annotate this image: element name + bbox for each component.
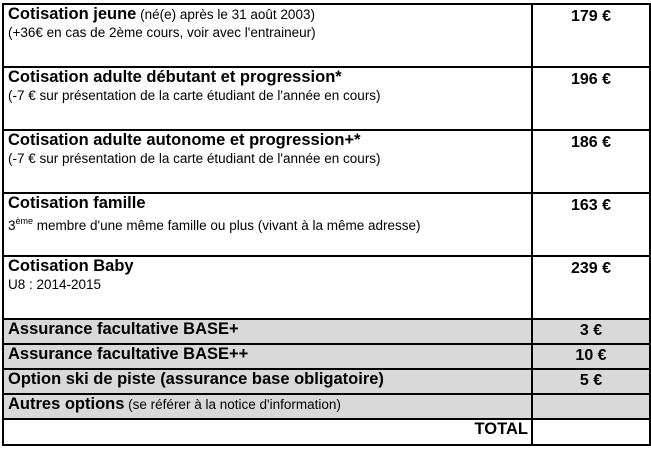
option-title-note: (se référer à la notice d'information): [124, 397, 341, 412]
fee-title: Cotisation adulte autonome et progression+*: [8, 131, 361, 149]
fee-title: Cotisation adulte débutant et progression*: [8, 68, 342, 86]
option-price: [532, 394, 650, 419]
fee-price: 179 €: [532, 4, 650, 67]
option-row-autres: [3, 394, 650, 419]
fee-subtitle: membre d'une même famille ou plus (vivant à la même adresse): [33, 218, 421, 233]
total-value: [532, 419, 650, 445]
fee-subtitle: U8 : 2014-2015: [8, 277, 102, 292]
fee-label-cell: [3, 193, 532, 256]
option-label-cell: [3, 369, 532, 394]
fee-row-adulte-autonome: [3, 130, 650, 193]
option-title: Assurance facultative BASE++: [8, 345, 249, 363]
fee-subtitle: (-7 € sur présentation de la carte étudiant de l'année en cours): [8, 151, 381, 166]
fee-subtitle: (-7 € sur présentation de la carte étudiant de l'année en cours): [8, 88, 381, 103]
fee-subtitle: (+36€ en cas de 2ème cours, voir avec l'entraineur): [8, 25, 316, 40]
option-row-base-plus: [3, 319, 650, 344]
fee-title: Cotisation Baby: [8, 257, 134, 275]
fee-title-line: [8, 5, 527, 24]
fee-price: 163 €: [532, 193, 650, 256]
fees-table: [2, 3, 651, 446]
option-title: Option ski de piste (assurance base obligatoire): [8, 370, 384, 388]
fee-price: 239 €: [532, 256, 650, 319]
fee-row-famille: [3, 193, 650, 256]
fee-label-cell: [3, 67, 532, 130]
fee-price: 186 €: [532, 130, 650, 193]
option-title-line: [8, 395, 527, 414]
fee-label-cell: [3, 256, 532, 319]
fee-title: Cotisation famille: [8, 194, 146, 212]
option-title: Autres options: [8, 395, 125, 413]
total-row: [3, 419, 650, 445]
fee-subtitle-sup: ème: [15, 216, 34, 226]
fee-label-cell: [3, 4, 532, 67]
fee-row-baby: [3, 256, 650, 319]
option-price: 3 €: [532, 319, 650, 344]
option-title: Assurance facultative BASE+: [8, 320, 239, 338]
option-row-ski: [3, 369, 650, 394]
fee-title: Cotisation jeune: [8, 5, 137, 23]
fee-price: 196 €: [532, 67, 650, 130]
fee-subtitle-num: 3: [8, 218, 16, 233]
option-price: 10 €: [532, 344, 650, 369]
option-price: 5 €: [532, 369, 650, 394]
option-row-base-plus-plus: [3, 344, 650, 369]
fee-subtitle-line: [8, 217, 527, 234]
option-label-cell: [3, 394, 532, 419]
fee-row-jeune: [3, 4, 650, 67]
fee-label-cell: [3, 130, 532, 193]
option-label-cell: [3, 319, 532, 344]
total-label: TOTAL: [3, 419, 532, 445]
option-label-cell: [3, 344, 532, 369]
fee-row-adulte-debutant: [3, 67, 650, 130]
fee-title-note: (né(e) après le 31 août 2003): [136, 7, 315, 22]
